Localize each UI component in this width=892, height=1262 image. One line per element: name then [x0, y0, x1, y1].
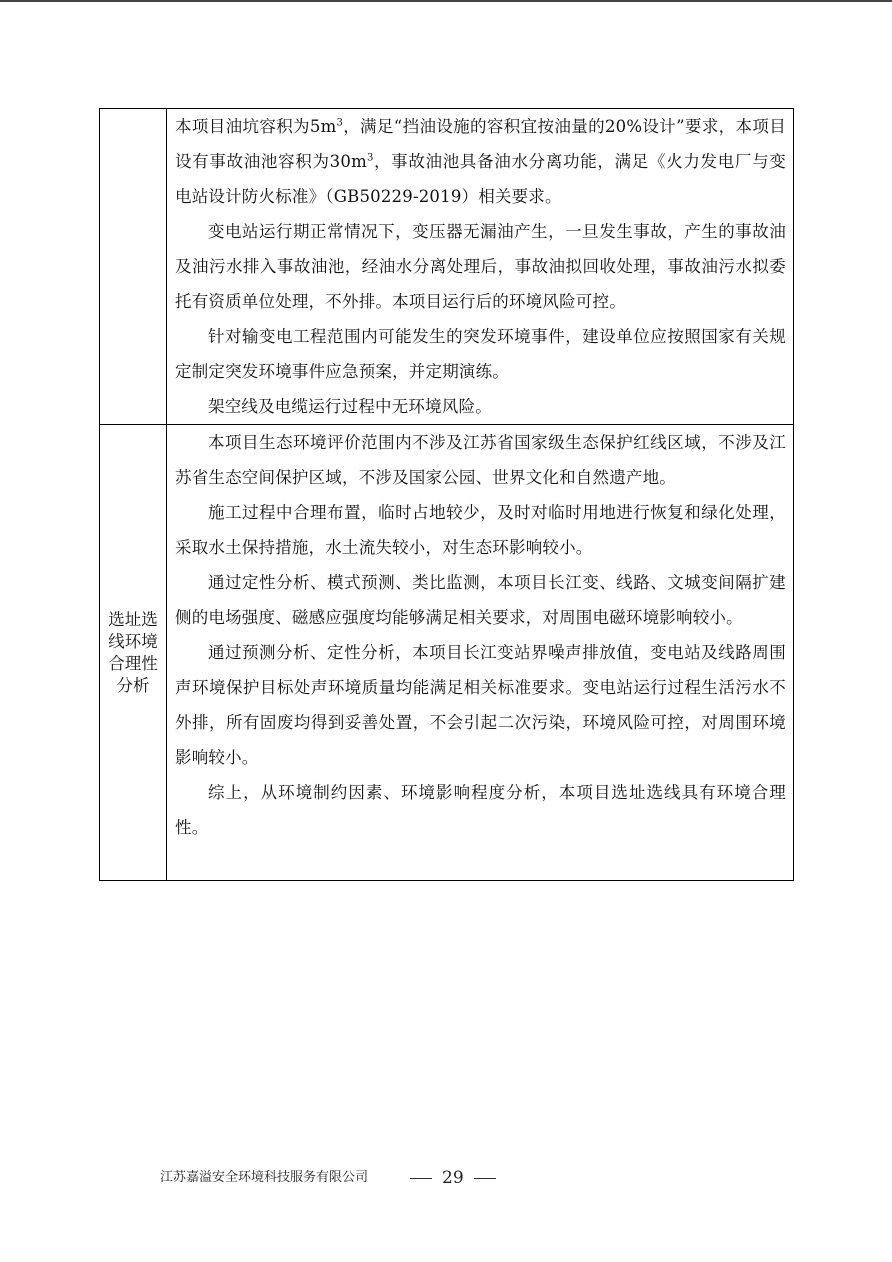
paragraph-emergency-plan: 针对输变电工程范围内可能发生的突发环境事件，建设单位应按照国家有关规定制定突发环境事件应急预案，并定期演练。 — [175, 327, 786, 381]
page-top-border — [0, 0, 892, 2]
label-line: 合理性 — [108, 653, 158, 673]
label-line: 分析 — [116, 675, 150, 695]
page-number: 29 — [442, 1168, 464, 1188]
table-row-risk — [100, 109, 794, 425]
paragraph-oil-pit: 本项目油坑容积为$5m^3$，满足“挡油设施的容积宜按油量的20%设计”要求，本项目设有事故油池容积为$30m^3$，事故油池具备油水分离功能，满足《火力发电厂与变电站设计防火标准》（GB50229-2019）相关要求。 — [175, 117, 786, 206]
dash-left — [410, 1178, 432, 1179]
page-footer — [160, 1162, 560, 1192]
paragraph-transformer-accident: 变电站运行期正常情况下，变压器无漏油产生，一旦发生事故，产生的事故油及油污水排入事故油池，经油水分离处理后，事故油拟回收处理，事故油污水拟委托有资质单位处理，不外排。本项目运行后的环境风险可控。 — [175, 222, 786, 311]
paragraph-line-risk: 架空线及电缆运行过程中无环境风险。 — [208, 397, 492, 416]
dash-right — [474, 1178, 496, 1179]
paragraph-electromagnetic: 通过定性分析、模式预测、类比监测，本项目长江变、线路、文城变间隔扩建侧的电场强度、磁感应强度均能够满足相关要求，对周围电磁环境影响较小。 — [175, 573, 786, 627]
label-line: 选址选 — [108, 609, 158, 629]
label-line: 线环境 — [108, 631, 158, 651]
footer-page-number-group — [400, 1168, 506, 1188]
paragraph-noise: 通过预测分析、定性分析，本项目长江变站界噪声排放值，变电站及线路周围声环境保护目标处声环境质量均能满足相关标准要求。变电站运行过程生活污水不外排，所有固废均得到妥善处置，不会引起二次污染，环境风险可控，对周围环境影响较小。 — [175, 643, 786, 767]
row-label-siting — [100, 425, 167, 881]
footer-company-name: 江苏嘉溢安全环境科技服务有限公司 — [160, 1170, 369, 1185]
row-content-siting — [167, 425, 794, 881]
paragraph-conclusion: 综上，从环境制约因素、环境影响程度分析，本项目选址选线具有环境合理性。 — [175, 783, 786, 837]
table-row-siting — [100, 425, 794, 881]
row-label-empty — [100, 109, 167, 425]
row-content-risk — [167, 109, 794, 425]
content-table — [99, 108, 794, 881]
paragraph-construction: 施工过程中合理布置，临时占地较少，及时对临时用地进行恢复和绿化处理，采取水土保持措施，水土流失较小，对生态环影响较小。 — [175, 503, 786, 557]
paragraph-ecology-scope: 本项目生态环境评价范围内不涉及江苏省国家级生态保护红线区域，不涉及江苏省生态空间保护区域，不涉及国家公园、世界文化和自然遗产地。 — [175, 433, 786, 487]
